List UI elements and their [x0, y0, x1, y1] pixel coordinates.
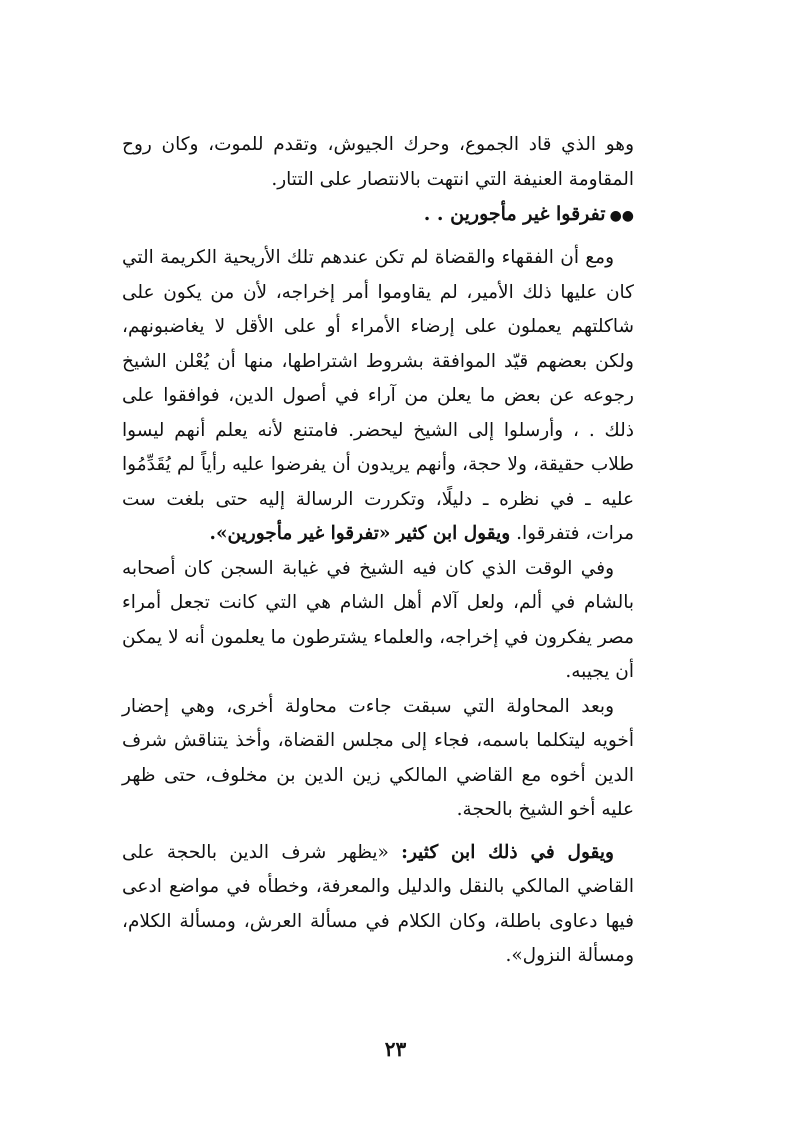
paragraph-4: وبعد المحاولة التي سبقت جاءت محاولة أخرى، وهي إحضار أخويه ليتكلما باسمه، فجاء إلى مجلس القضاة، وأخذ يتناقش شرف الدين أخوه مع القاضي المالكي زين الدين بن مخلوف، حتى ظهر عليه أخو الشيخ بالحجة. — [122, 695, 634, 820]
page-number: ٢٣ — [384, 1037, 407, 1061]
paragraph-1: وهو الذي قاد الجموع، وحرك الجيوش، وتقدم للموت، وكان روح المقاومة العنيفة التي انتهت بالانتصار على التتار. — [122, 134, 634, 190]
page-body — [122, 128, 634, 974]
paragraph-2-text: ومع أن الفقهاء والقضاة لم تكن عندهم تلك الأريحية الكريمة التي كان عليها ذلك الأمير، لم يقاوموا أمر إخراجه، لأن من يكون على شاكلتهم يعملون على إرضاء الأمراء أو على الأقل لا يغاضبونهم، ولكن بعضهم قيّد الموافقة بشروط اشتراطها، منها أن يُعْلن الشيخ رجوعه عن بعض ما يعلن من آراء في أصول الدين، فوافقوا على ذلك . ، وأرسلوا إلى الشيخ ليحضر. فامتنع لأنه يعلم أنهم ليسوا طلاب حقيقة، ولا حجة، وأنهم يريدون أن يفرضوا عليه رأياً لم يُقَدِّمُوا عليه ـ في نظره ـ دليلًا، وتكررت الرسالة إليه حتى بلغت ست مرات، فتفرقوا. — [122, 247, 634, 544]
section-heading — [122, 197, 634, 233]
paragraph-5 — [122, 836, 634, 974]
heading-text: تفرقوا غير مأجورين . . — [423, 203, 606, 225]
heading-bullet-icon: ●● — [609, 208, 634, 224]
paragraph-3: وفي الوقت الذي كان فيه الشيخ في غيابة السجن كان أصحابه بالشام في ألم، ولعل آلام أهل الشام هي التي كانت تجعل أمراء مصر يفكرون في إخراجه، والعلماء يشترطون ما يعلمون أنه لا يمكن أن يجيبه. — [122, 557, 634, 682]
quote-intro: ويقول ابن كثير — [396, 523, 511, 544]
spacer — [122, 828, 634, 836]
quote-text: «تفرقوا غير مأجورين». — [209, 523, 391, 544]
paragraph-5-text: «يظهر شرف الدين بالحجة على القاضي المالكي بالنقل والدليل والمعرفة، وخطأه في مواضع ادعى فيها دعاوى باطلة، وكان الكلام في مسألة العرش، ومسألة الكلام، ومسألة النزول». — [122, 841, 634, 966]
paragraph-2 — [122, 241, 634, 552]
paragraph-5-lead: ويقول في ذلك ابن كثير: — [401, 841, 614, 863]
spacer — [122, 233, 634, 241]
